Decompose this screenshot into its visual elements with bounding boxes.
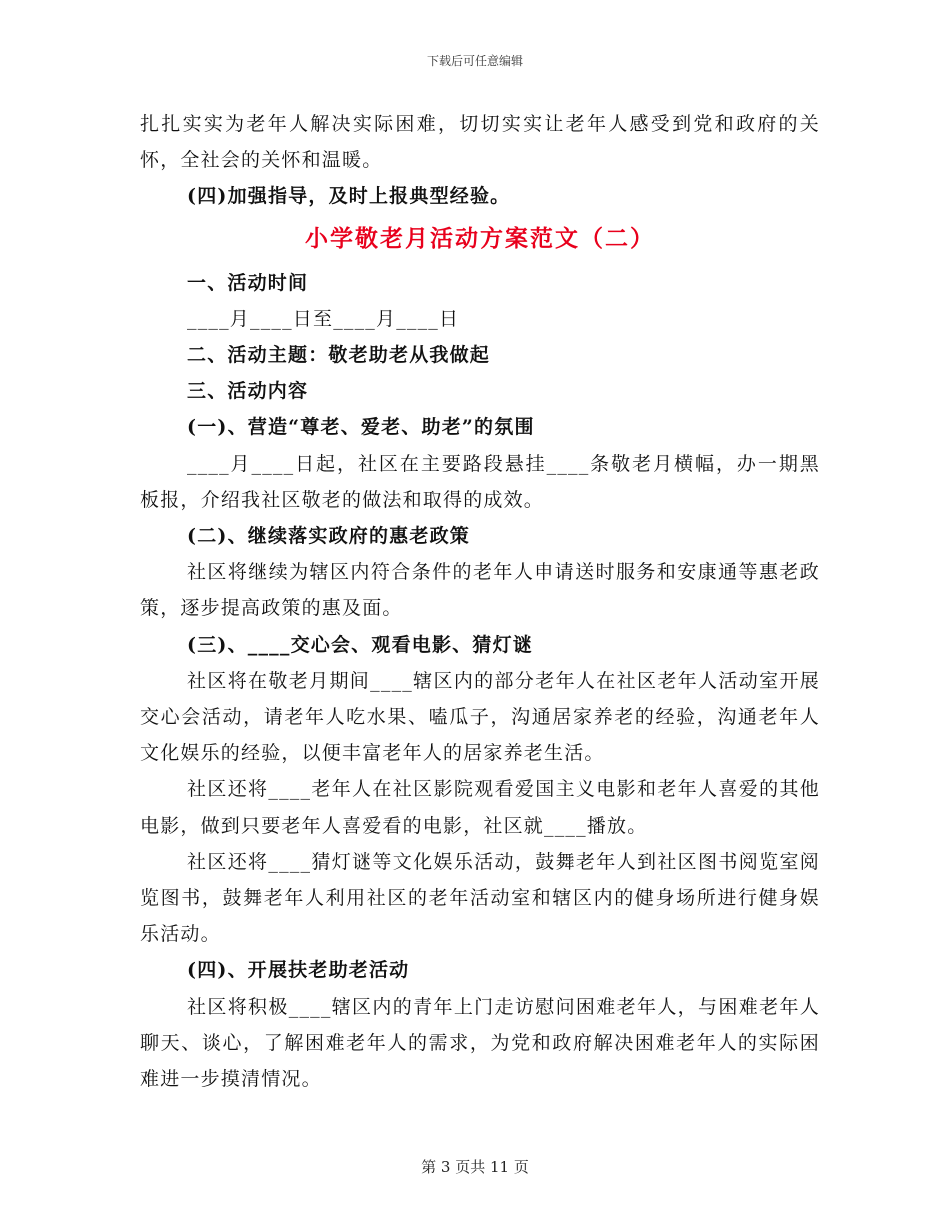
- paragraph: 社区将继续为辖区内符合条件的老年人申请送时服务和安康通等惠老政策，逐步提高政策的惠及面。: [140, 561, 820, 620]
- paragraph: 社区将积极____辖区内的青年上门走访慰问困难老年人，与困难老年人聊天、谈心，了解困难老年人的需求，为党和政府解决困难老年人的实际困难进一步摸清情况。: [140, 995, 820, 1091]
- subsection-heading: (三)、____交心会、观看电影、猜灯谜: [187, 633, 533, 656]
- subsection-heading: (二)、继续落实政府的惠老政策: [187, 525, 470, 548]
- document-title: 小学敬老月活动方案范文（二）: [305, 224, 655, 252]
- section-heading: (四)加强指导，及时上报典型经验。: [187, 185, 511, 208]
- section-heading: 二、活动主题：敬老助老从我做起: [187, 344, 491, 367]
- section-heading: 一、活动时间: [187, 271, 309, 294]
- paragraph: ____月____日起，社区在主要路段悬挂____条敬老月横幅，办一期黑板报，介绍我社区敬老的做法和取得的成效。: [140, 452, 820, 511]
- paragraph: 扎扎实实为老年人解决实际困难，切切实实让老年人感受到党和政府的关怀，全社会的关怀和温暖。: [140, 113, 820, 172]
- page-footer: 第 3 页共 11 页: [421, 1158, 529, 1176]
- document-body: [140, 106, 820, 1097]
- paragraph: ____月____日至____月____日: [187, 307, 460, 330]
- paragraph: 社区还将____猜灯谜等文化娱乐活动，鼓舞老年人到社区图书阅览室阅览图书，鼓舞老年人利用社区的老年活动室和辖区内的健身场所进行健身娱乐活动。: [140, 850, 820, 946]
- section-heading: 三、活动内容: [187, 380, 309, 403]
- subsection-heading: (四)、开展扶老助老活动: [187, 959, 410, 982]
- page-header: 下载后可任意编辑: [426, 54, 523, 68]
- subsection-heading: (一)、营造“尊老、爱老、助老”的氛围: [187, 416, 535, 439]
- paragraph: 社区将在敬老月期间____辖区内的部分老年人在社区老年人活动室开展交心会活动，请老年人吃水果、嗑瓜子，沟通居家养老的经验，沟通老年人文化娱乐的经验，以便丰富老年人的居家养老生活。: [140, 669, 820, 765]
- paragraph: 社区还将____老年人在社区影院观看爱国主义电影和老年人喜爱的其他电影，做到只要老年人喜爱看的电影，社区就____播放。: [140, 778, 820, 837]
